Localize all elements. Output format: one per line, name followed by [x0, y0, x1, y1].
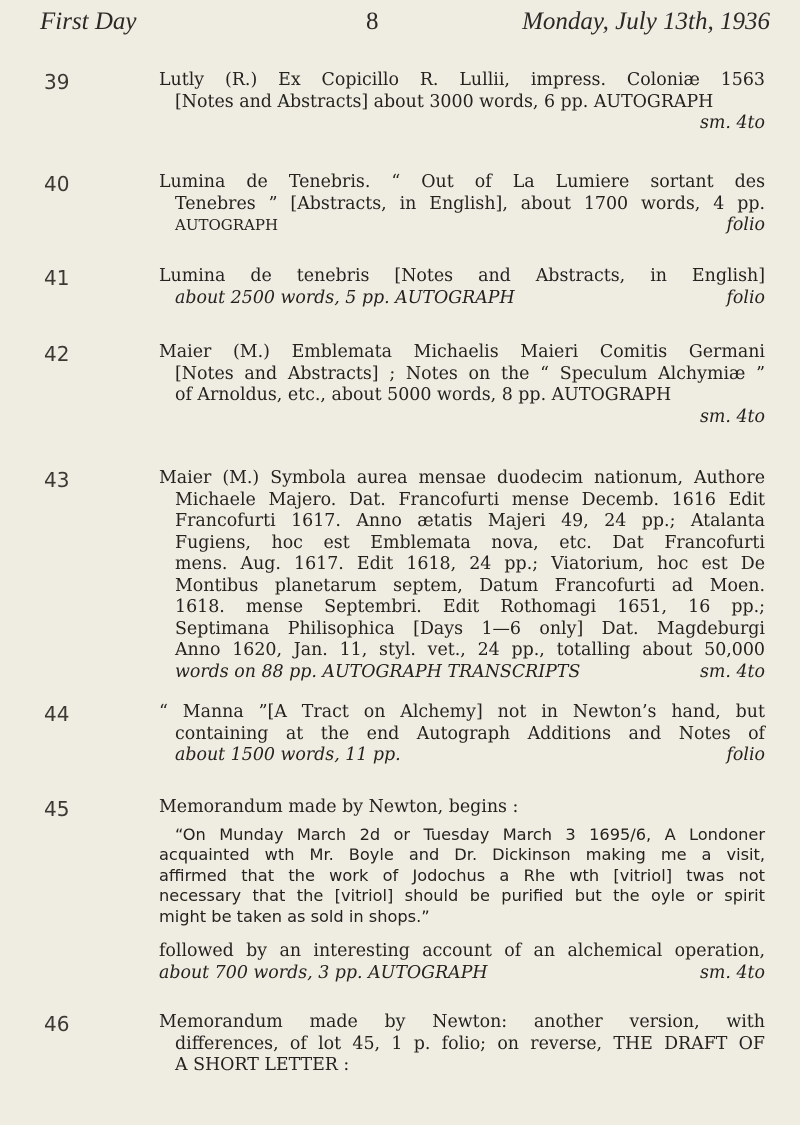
lot-line: “ Manna ”[A Tract on Alchemy] not in Newton’s hand, but — [159, 702, 765, 722]
lot-heading: A SHORT LETTER : — [175, 1055, 350, 1075]
lot-number: 42 — [44, 342, 70, 366]
lot-heading: differences, of lot 45, 1 p. folio; on reverse, THE DRAFT OF — [175, 1033, 765, 1054]
lot-line: containing at the end Autograph Additions and Notes of — [175, 723, 765, 744]
lot-description — [159, 172, 765, 237]
lot-number: 39 — [44, 70, 70, 94]
lot-line: followed by an interesting account of an alchemical operation, — [159, 941, 765, 961]
lot-format: sm. 4to — [700, 113, 765, 133]
lot-line: Maier (M.) Emblemata Michaelis Maieri Comitis Germani — [159, 342, 765, 362]
lot-heading: Memorandum made by Newton: another version, with — [159, 1012, 765, 1032]
lot-number: 46 — [44, 1012, 70, 1036]
quote-line: might be taken as sold in shops.” — [159, 906, 430, 926]
lot-description — [159, 1012, 765, 1077]
sale-date: Monday, July 13th, 1936 — [522, 8, 770, 35]
lot-line: Maier (M.) Symbola aurea mensae duodecim nationum, Authore — [159, 468, 765, 488]
lot-line: words on 88 pp. AUTOGRAPH TRANSCRIPTS — [175, 661, 581, 682]
quote-line: “On Munday March 2d or Tuesday March 3 1695/6, A Londoner — [175, 824, 765, 844]
lot-description — [159, 702, 765, 767]
lot-description — [159, 468, 765, 683]
lot-line: 1618. mense Septembri. Edit Rothomagi 1651, 16 pp.; — [175, 597, 765, 617]
lot-format: folio — [726, 745, 765, 765]
lot-description — [159, 342, 765, 428]
lot-number: 41 — [44, 266, 70, 290]
page-number: 8 — [366, 8, 379, 35]
lot-number: 43 — [44, 468, 70, 492]
lot-description — [159, 797, 765, 984]
lot-description — [159, 70, 765, 135]
lot-number: 44 — [44, 702, 70, 726]
lot-line: [Notes and Abstracts] about 3000 words, 6 pp. AUTOGRAPH — [175, 91, 714, 112]
quote-line: necessary that the [vitriol] should be purified but the oyle or spirit — [159, 886, 765, 905]
lot-line: AUTOGRAPH — [175, 216, 279, 234]
lot-line: about 2500 words, 5 pp. AUTOGRAPH — [175, 287, 515, 308]
lot-line: of Arnoldus, etc., about 5000 words, 8 pp. AUTOGRAPH — [175, 385, 672, 405]
quote-line: acquainted wth Mr. Boyle and Dr. Dickinson making me a visit, — [159, 845, 765, 864]
lot-number: 45 — [44, 797, 70, 821]
lot-quote — [159, 825, 765, 928]
sale-day: First Day — [40, 8, 137, 35]
lot-number: 40 — [44, 172, 70, 196]
lot-line: Lumina de Tenebris. “ Out of La Lumiere sortant des — [159, 172, 765, 192]
quote-line: affirmed that the work of Jodochus a Rhe wth [vitriol] twas not — [159, 865, 765, 885]
lot-format: sm. 4to — [700, 962, 765, 983]
page-header — [40, 8, 770, 38]
lot-line: Fugiens, hoc est Emblemata nova, etc. Dat Francofurti — [175, 532, 765, 553]
lot-line: Montibus planetarum septem, Datum Francofurti ad Moen. — [175, 575, 765, 596]
lot-line: mens. Aug. 1617. Edit 1618, 24 pp.; Viatorium, hoc est De — [175, 554, 765, 574]
lot-description — [159, 266, 765, 309]
lot-format: sm. 4to — [700, 406, 765, 427]
lot-line: [Notes and Abstracts] ; Notes on the “ Speculum Alchymiæ ” — [175, 363, 765, 384]
lot-line: Francofurti 1617. Anno ætatis Majeri 49, 24 pp.; Atalanta — [175, 511, 765, 531]
lot-line: about 1500 words, 11 pp. — [175, 745, 401, 765]
lot-format: sm. 4to — [700, 661, 765, 682]
lot-format: folio — [726, 215, 765, 235]
lot-line: Lutly (R.) Ex Copicillo R. Lullii, impress. Coloniæ 1563 — [159, 70, 765, 90]
lot-format: folio — [726, 287, 765, 308]
lot-line: Anno 1620, Jan. 11, styl. vet., 24 pp., totalling about 50,000 — [175, 640, 765, 660]
lot-line: Lumina de tenebris [Notes and Abstracts, in English] — [159, 266, 765, 286]
lot-line: Michaele Majero. Dat. Francofurti mense Decemb. 1616 Edit — [175, 489, 765, 510]
lot-heading: Memorandum made by Newton, begins : — [159, 797, 519, 817]
lot-line: Tenebres ” [Abstracts, in English], about 1700 words, 4 pp. — [175, 193, 765, 214]
lot-line: Septimana Philisophica [Days 1—6 only] Dat. Magdeburgi — [175, 618, 765, 639]
lot-line: about 700 words, 3 pp. AUTOGRAPH — [159, 962, 488, 983]
